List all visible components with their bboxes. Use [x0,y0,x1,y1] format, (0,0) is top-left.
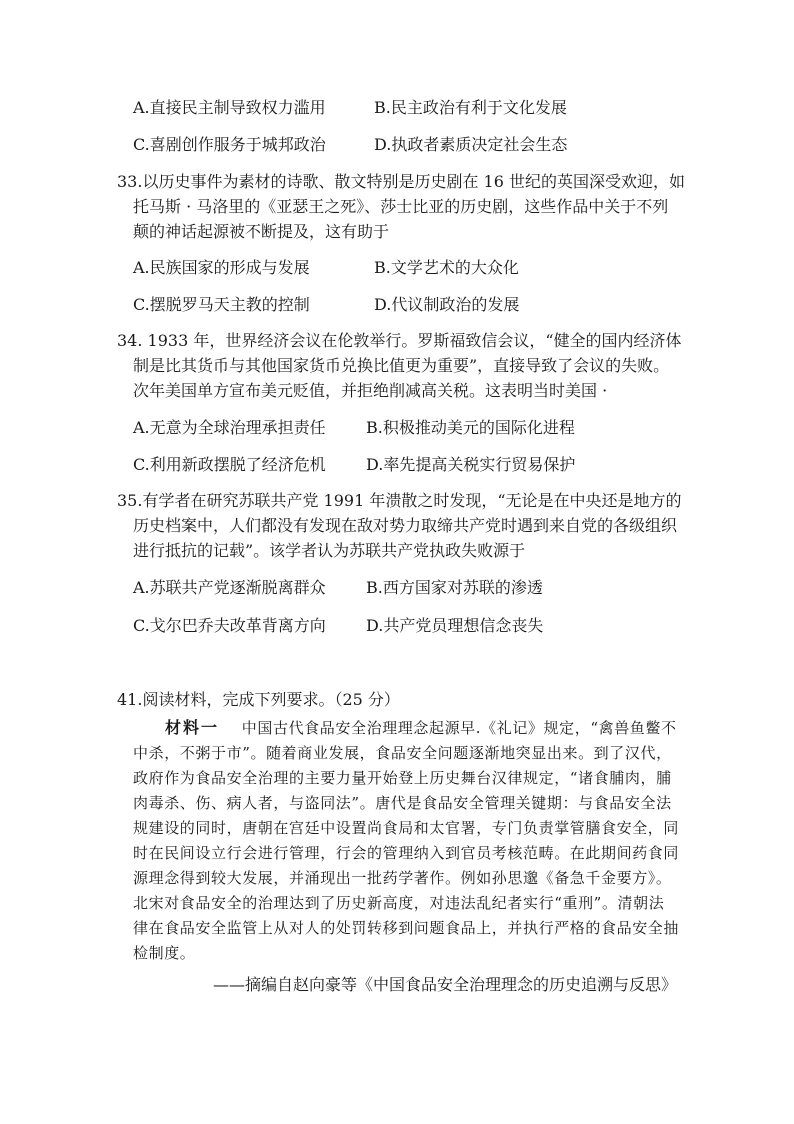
q35-stem-line-3: 进行抵抗的记载”。该学者认为苏联共产党执政失败源于 [133,541,526,560]
q33-option-a: A.民族国家的形成与发展 [133,258,310,277]
q32-option-b: B.民主政治有利于文化发展 [374,98,567,117]
material-source: ——摘编自赵向豪等《中国食品安全治理理念的历史追溯与反思》 [213,975,678,994]
material-line-3: 政府作为食品安全治理的主要力量开始登上历史舞台汉律规定，“诸食脯肉，脯 [133,769,672,787]
material-label: 材料一 [165,718,220,737]
q35-option-a: A.苏联共产党逐渐脱离群众 [133,578,326,597]
q35-stem-line-1: 35.有学者在研究苏联共产党 1991 年溃散之时发现，“无论是在中央还是地方的 [117,491,682,510]
material-line-4: 肉毒杀、伤、病人者，与盗同法”。唐代是食品安全管理关键期：与食品安全法 [133,794,672,812]
material-line-6: 时在民间设立行会进行管理，行会的管理纳入到官员考核范畴。在此期间药食同 [133,844,680,862]
material-line-7: 源理念得到较大发展，并涌现出一批药学著作。例如孙思邈《备急千金要方》。 [133,869,672,887]
q32-option-d: D.执政者素质决定社会生态 [374,135,568,154]
q35-option-c: C.戈尔巴乔夫改革背离方向 [133,616,326,635]
material-line-1 [165,718,677,738]
q33-stem-line-2: 托马斯 · 马洛里的《亚瑟王之死》、莎士比亚的历史剧，这些作品中关于不列 [133,197,669,216]
q34-option-a: A.无意为全球治理承担责任 [133,418,326,437]
q34-stem-line-1: 34. 1933 年，世界经济会议在伦敦举行。罗斯福致信会议，“健全的国内经济体 [117,331,682,350]
q34-stem-line-2: 制是比其货币与其他国家货币兑换比值更为重要”，直接导致了会议的失败。 [133,356,670,375]
material-text-1: 中国古代食品安全治理理念起源早.《礼记》规定，“禽兽鱼鳖不 [241,719,677,737]
q32-option-c: C.喜剧创作服务于城邦政治 [133,135,326,154]
material-line-8: 北宋对食品安全的治理达到了历史新高度，对违法乱纪者实行“重刑”。清朝法 [133,894,665,912]
q34-stem-line-3: 次年美国单方宣布美元贬值，并拒绝削减高关税。这表明当时美国 · [133,381,608,400]
q34-option-d: D.率先提高关税实行贸易保护 [366,455,576,474]
material-line-5: 规建设的同时，唐朝在宫廷中设置尚食局和太官署，专门负责掌管膳食安全，同 [133,819,680,837]
q33-option-d: D.代议制政治的发展 [374,295,520,314]
q35-stem-line-2: 历史档案中，人们都没有发现在敌对势力取缔共产党时遇到来自党的各级组织 [133,516,678,535]
q33-option-c: C.摆脱罗马天主教的控制 [133,295,310,314]
q32-option-a: A.直接民主制导致权力滥用 [133,98,326,117]
q35-option-d: D.共产党员理想信念丧失 [366,616,544,635]
q33-option-b: B.文学艺术的大众化 [374,258,519,277]
q34-option-b: B.积极推动美元的国际化进程 [366,418,575,437]
q35-option-b: B.西方国家对苏联的渗透 [366,578,543,597]
q34-option-c: C.利用新政摆脱了经济危机 [133,455,326,474]
material-line-10: 检制度。 [133,944,196,962]
q33-stem-line-1: 33.以历史事件为素材的诗歌、散文特别是历史剧在 16 世纪的英国深受欢迎，如 [117,172,685,191]
material-line-9: 律在食品安全监管上从对人的处罚转移到问题食品上，并执行严格的食品安全抽 [133,919,680,937]
material-line-2: 中杀，不粥于市”。随着商业发展，食品安全问题逐渐地突显出来。到了汉代， [133,744,672,762]
q41-heading: 41.阅读材料，完成下列要求。（25 分） [117,690,400,709]
q33-stem-line-3: 颠的神话起源被不断提及，这有助于 [133,222,390,241]
